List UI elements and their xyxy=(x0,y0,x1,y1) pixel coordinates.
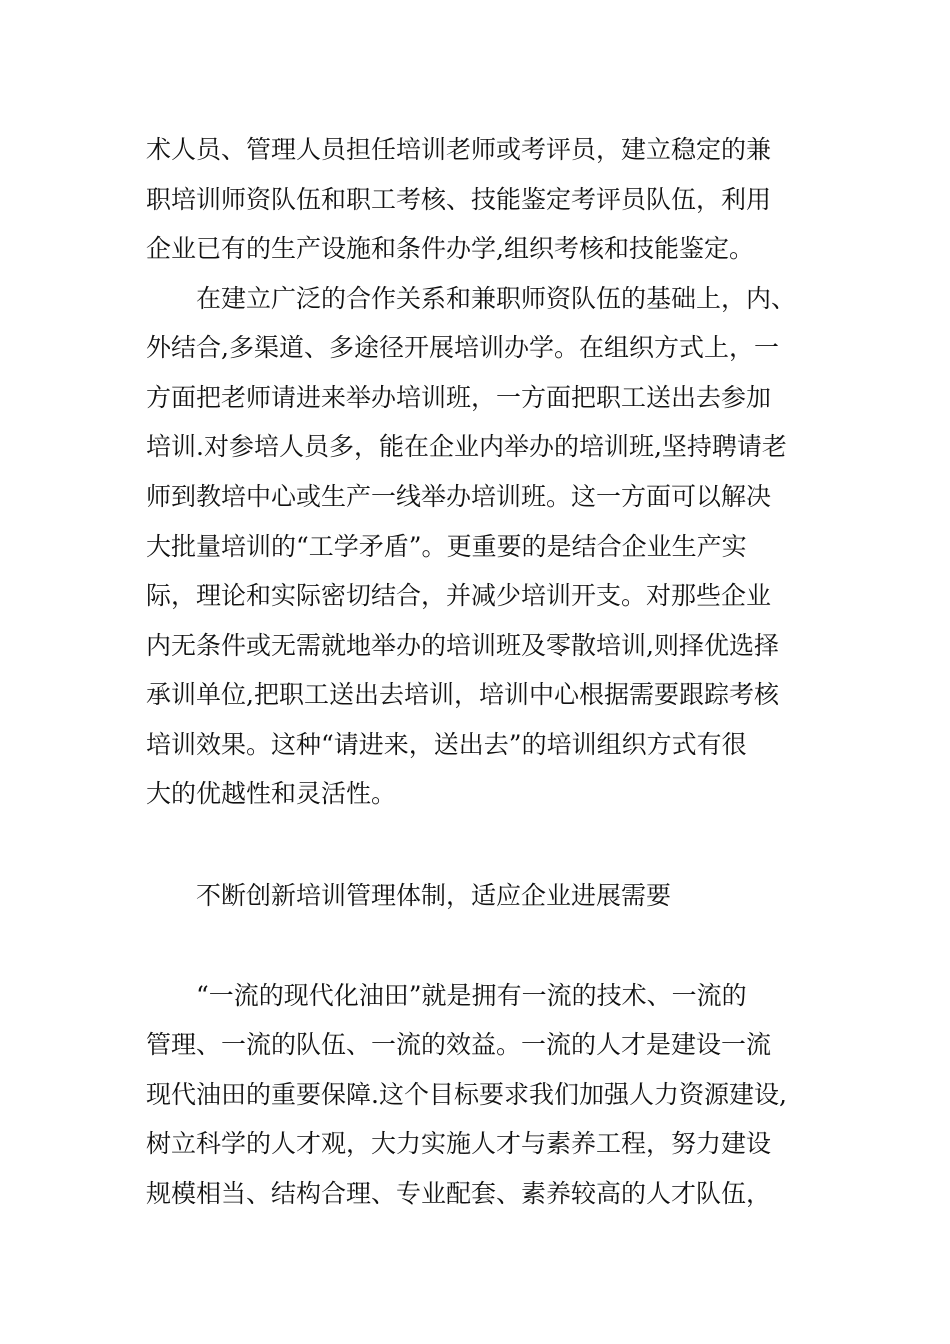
paragraph-3-line-3: 现代油田的重要保障.这个目标要求我们加强人力资源建设, xyxy=(146,1080,787,1109)
paragraph-2-line-11: 大的优越性和灵活性。 xyxy=(146,779,397,808)
paragraph-3-line-4: 树立科学的人才观，大力实施人才与素养工程，努力建设 xyxy=(146,1129,772,1158)
paragraph-1-line-1: 术人员、管理人员担任培训老师或考评员，建立稳定的兼 xyxy=(146,135,772,164)
paragraph-2-line-10: 培训效果。这种“请进来，送出去”的培训组织方式有很 xyxy=(146,730,747,759)
paragraph-1-line-2: 职培训师资队伍和职工考核、技能鉴定考评员队伍，利用 xyxy=(146,185,772,214)
paragraph-2-line-8: 内无条件或无需就地举办的培训班及零散培训,则择优选择 xyxy=(146,631,779,660)
section-heading: 不断创新培训管理体制，适应企业进展需要 xyxy=(196,881,672,910)
paragraph-2-line-1: 在建立广泛的合作关系和兼职师资队伍的基础上，内、 xyxy=(196,284,797,313)
paragraph-2-line-5: 师到教培中心或生产一线举办培训班。这一方面可以解决 xyxy=(146,482,772,511)
paragraph-2-line-7: 际，理论和实际密切结合，并减少培训开支。对那些企业 xyxy=(146,581,772,610)
paragraph-2-line-6: 大批量培训的“工学矛盾”。更重要的是结合企业生产实 xyxy=(146,532,747,561)
paragraph-3-line-2: 管理、一流的队伍、一流的效益。一流的人才是建设一流 xyxy=(146,1030,772,1059)
paragraph-2-line-3: 方面把老师请进来举办培训班，一方面把职工送出去参加 xyxy=(146,383,772,412)
paragraph-2-line-2: 外结合,多渠道、多途径开展培训办学。在组织方式上，一 xyxy=(146,333,779,362)
paragraph-2-line-4: 培训.对参培人员多，能在企业内举办的培训班,坚持聘请老 xyxy=(146,432,787,461)
paragraph-3-line-5: 规模相当、结构合理、专业配套、素养较高的人才队伍， xyxy=(146,1179,772,1208)
paragraph-3-line-1: “一流的现代化油田”就是拥有一流的技术、一流的 xyxy=(196,981,747,1010)
paragraph-2-line-9: 承训单位,把职工送出去培训，培训中心根据需要跟踪考核 xyxy=(146,680,779,709)
paragraph-1-line-3: 企业已有的生产设施和条件办学,组织考核和技能鉴定。 xyxy=(146,234,754,263)
